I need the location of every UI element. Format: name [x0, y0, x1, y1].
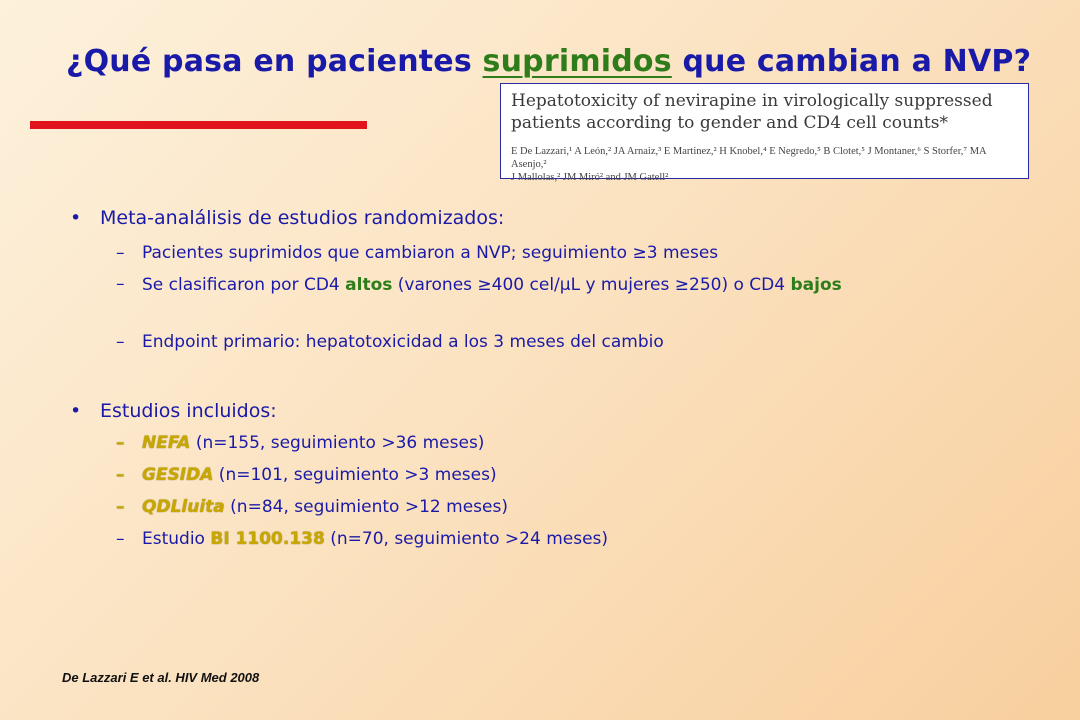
dash-icon: –	[116, 433, 125, 453]
dash-icon: –	[116, 243, 125, 263]
paper-authors: E De Lazzari,¹ A León,² JA Arnaiz,³ E Martinez,² H Knobel,⁴ E Negredo,⁵ B Clotet,⁵ J Montaner,⁶ S Storfer,⁷ MA Asenjo,² J Mallolas,² JM Miró² and JM Gatell²	[511, 146, 987, 183]
bullet-dot-icon: •	[70, 207, 82, 229]
study-details: (n=155, seguimiento >36 meses)	[190, 433, 485, 453]
study-name: QDLluita	[142, 497, 225, 517]
study-details: (n=84, seguimiento >12 meses)	[224, 497, 508, 517]
citation-footer: De Lazzari E et al. HIV Med 2008	[62, 670, 260, 685]
subbullet-text-part: (varones ≥400 cel/μL y mujeres ≥250) o CD4	[392, 275, 791, 295]
study-text	[142, 529, 608, 549]
bullet-dot-icon: •	[70, 400, 82, 422]
dash-icon: –	[116, 497, 125, 517]
subbullet-text-part: Se clasificaron por CD4	[142, 275, 346, 295]
highlight-altos: altos	[345, 275, 393, 295]
subbullet-text	[142, 274, 1016, 296]
title-part1: ¿Qué pasa en pacientes	[66, 44, 483, 79]
dash-icon: –	[116, 274, 125, 294]
study-text	[142, 433, 484, 453]
bullet-label: Meta-analálisis de estudios randomizados:	[100, 207, 505, 229]
title-highlight: suprimidos	[482, 44, 672, 79]
study-text	[142, 497, 508, 517]
bullet-meta-analysis	[70, 207, 504, 229]
study-item	[116, 465, 497, 485]
study-details: (n=101, seguimiento >3 meses)	[213, 465, 497, 485]
study-details: (n=70, seguimiento >24 meses)	[324, 529, 609, 549]
dash-icon: –	[116, 332, 125, 352]
study-item	[116, 529, 608, 549]
subbullet-item	[116, 332, 664, 352]
dash-icon: –	[116, 529, 125, 549]
dash-icon: –	[116, 465, 125, 485]
highlight-bajos: bajos	[790, 275, 842, 295]
bullet-studies	[70, 400, 277, 422]
title-part2: que cambian a NVP?	[671, 44, 1032, 79]
study-item	[116, 497, 508, 517]
slide-title	[66, 44, 1031, 79]
paper-citation-image	[500, 83, 1029, 183]
subbullet-item	[116, 274, 1016, 296]
paper-title: Hepatotoxicity of nevirapine in virologically suppressed patients according to gender and CD4 cell counts*	[511, 91, 993, 133]
study-name: BI 1100.138	[210, 529, 325, 549]
study-text	[142, 465, 497, 485]
subbullet-text: Endpoint primario: hepatotoxicidad a los 3 meses del cambio	[142, 332, 664, 352]
subbullet-text: Pacientes suprimidos que cambiaron a NVP; seguimiento ≥3 meses	[142, 243, 719, 263]
bullet-label: Estudios incluidos:	[100, 400, 277, 422]
study-name: GESIDA	[142, 465, 214, 485]
study-item	[116, 433, 484, 453]
study-prefix: Estudio	[142, 529, 211, 549]
subbullet-item	[116, 243, 718, 263]
red-divider	[30, 121, 367, 129]
study-name: NEFA	[142, 433, 191, 453]
